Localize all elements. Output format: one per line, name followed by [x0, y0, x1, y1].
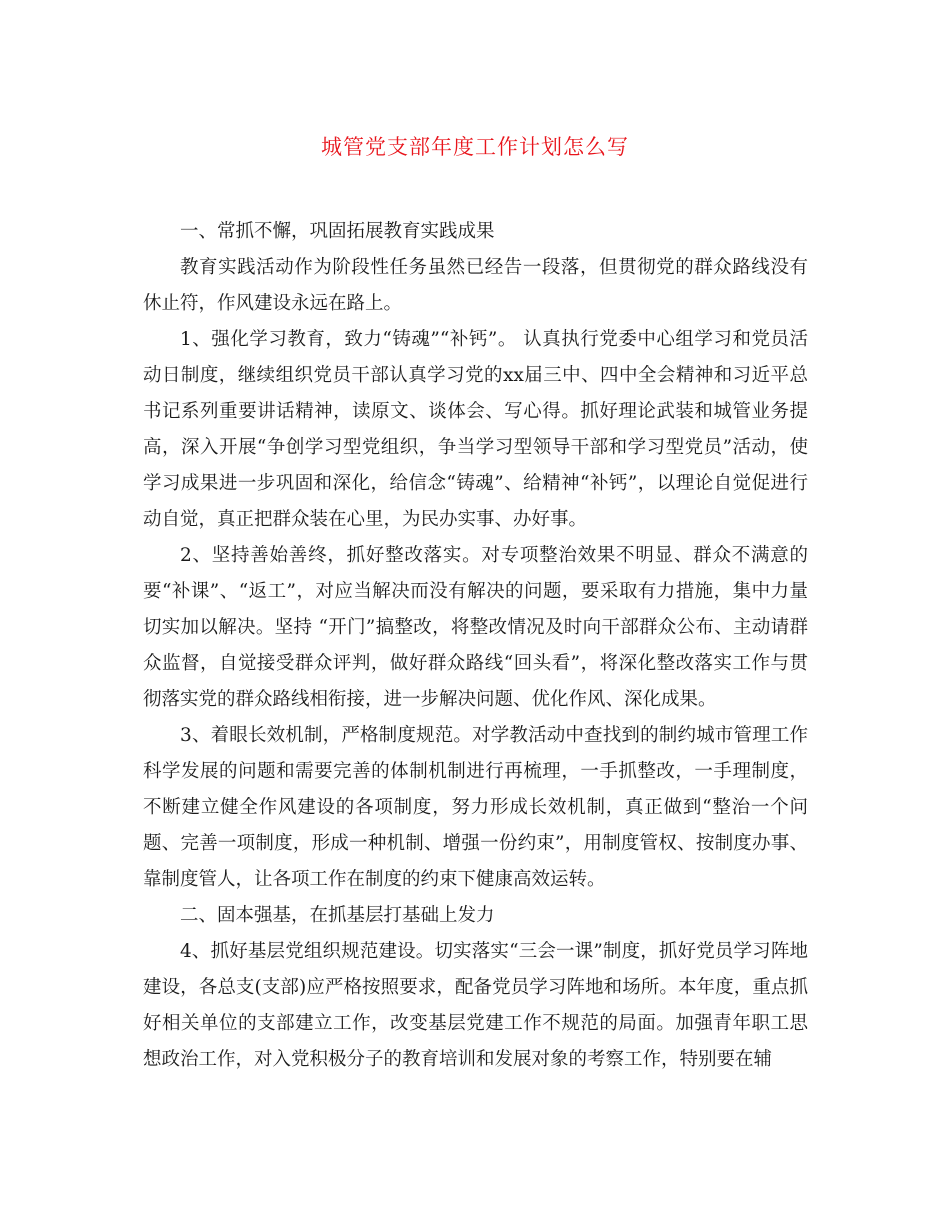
- body-paragraph: 1、强化学习教育，致力“铸魂”“补钙”。 认真执行党委中心组学习和党员活动日制度，继续组织党员干部认真学习党的xx届三中、四中全会精神和习近平总书记系列重要讲话精神，读原文、谈体会、写心得。抓好理论武装和城管业务提高，深入开展“争创学习型党组织，争当学习型领导干部和学习型党员”活动，使学习成果进一步巩固和深化，给信念“铸魂”、给精神“补钙”，以理论自觉促进行动自觉，真正把群众装在心里，为民办实事、办好事。: [143, 329, 808, 530]
- section-heading-2: 二、固本强基，在抓基层打基础上发力: [180, 905, 495, 926]
- document-body: [143, 214, 808, 1078]
- body-paragraph: 3、着眼长效机制，严格制度规范。对学教活动中查找到的制约城市管理工作科学发展的问题和需要完善的体制机制进行再梳理，一手抓整改，一手理制度，不断建立健全作风建设的各项制度，努力形成长效机制，真正做到“整治一个问题、完善一项制度，形成一种机制、增强一份约束”，用制度管权、按制度办事、靠制度管人，让各项工作在制度的约束下健康高效运转。: [143, 725, 808, 890]
- body-paragraph: 4、抓好基层党组织规范建设。切实落实“三会一课”制度，抓好党员学习阵地建设，各总支(支部)应严格按照要求，配备党员学习阵地和场所。本年度，重点抓好相关单位的支部建立工作，改变基层党建工作不规范的局面。加强青年职工思想政治工作，对入党积极分子的教育培训和发展对象的考察工作，特别要在辅: [143, 941, 808, 1070]
- body-paragraph: 2、坚持善始善终，抓好整改落实。对专项整治效果不明显、群众不满意的要“补课”、“返工”，对应当解决而没有解决的问题，要采取有力措施，集中力量切实加以解决。坚持 “开门”搞整改，将整改情况及时向干部群众公布、主动请群众监督，自觉接受群众评判，做好群众路线“回头看”，将深化整改落实工作与贯彻落实党的群众路线相衔接，进一步解决问题、优化作风、深化成果。: [143, 545, 808, 710]
- body-paragraph: 教育实践活动作为阶段性任务虽然已经告一段落，但贯彻党的群众路线没有休止符，作风建设永远在路上。: [143, 257, 808, 314]
- section-heading-1: 一、常抓不懈，巩固拓展教育实践成果: [180, 221, 495, 242]
- document-title: 城管党支部年度工作计划怎么写: [321, 135, 629, 159]
